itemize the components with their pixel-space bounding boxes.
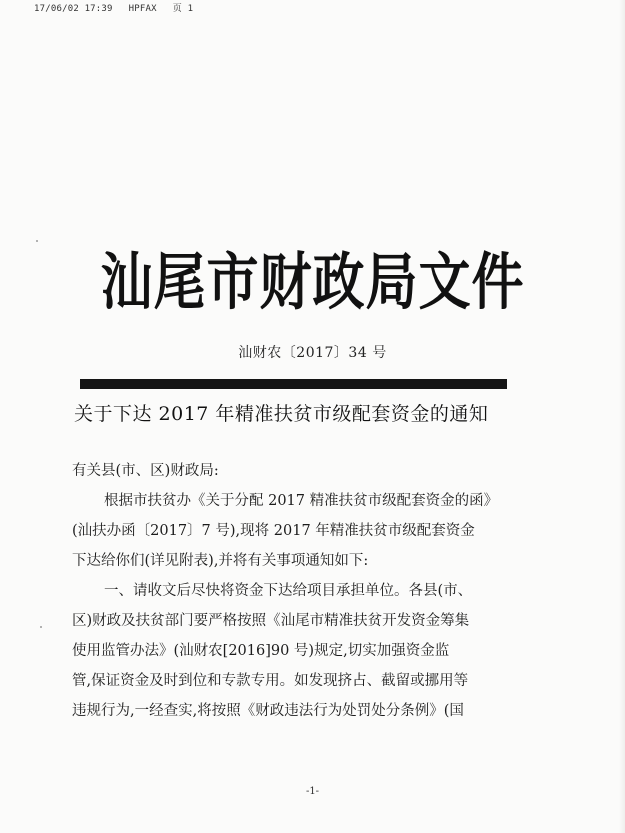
body-line: 下达给你们(详见附表),并将有关事项通知如下:: [72, 553, 369, 569]
header-divider-rule: [80, 379, 507, 389]
page-edge-shadow: [619, 0, 625, 833]
fax-header: [34, 1, 209, 14]
fax-sender: HPFAX: [128, 4, 157, 14]
body-line: (汕扶办函〔2017〕7 号),现将 2017 年精准扶贫市级配套资金: [72, 523, 475, 539]
body-line: 区)财政及扶贫部门要严格按照《汕尾市精准扶贫开发资金筹集: [72, 613, 470, 629]
body-line: 根据市扶贫办《关于分配 2017 精准扶贫市级配套资金的函》: [104, 493, 499, 509]
fax-page-label: 页 1: [172, 4, 194, 14]
body-line: 管,保证资金及时到位和专款专用。如发现挤占、截留或挪用等: [72, 673, 469, 689]
document-body: [72, 456, 532, 726]
salutation: 有关县(市、区)财政局:: [72, 463, 219, 479]
body-line: 使用监管办法》(汕财农[2016]90 号)规定,切实加强资金监: [72, 643, 450, 659]
document-number: 汕财农〔2017〕34 号: [238, 345, 387, 361]
body-line: 违规行为,一经查实,将按照《财政违法行为处罚处分条例》(国: [72, 703, 464, 719]
fax-datetime: 17/06/02 17:39: [34, 4, 113, 14]
notice-title: 关于下达 2017 年精准扶贫市级配套资金的通知: [74, 403, 489, 425]
document-title: 汕尾市财政局文件: [100, 247, 525, 319]
page-number: -1-: [305, 786, 320, 797]
body-line: 一、请收文后尽快将资金下达给项目承担单位。各县(市、: [104, 583, 473, 599]
scan-speck: [40, 626, 42, 628]
